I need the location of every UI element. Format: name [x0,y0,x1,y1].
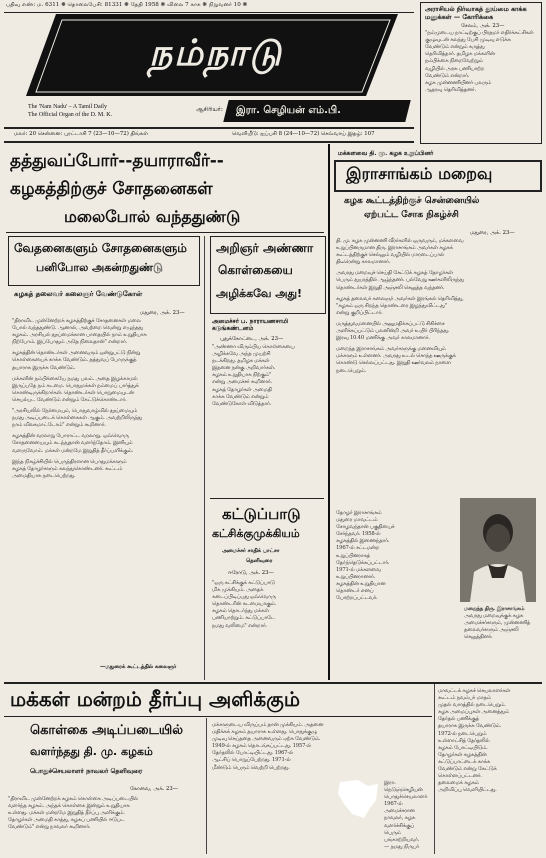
bottom-banner-rule [4,716,432,717]
text-line: கழகத்தில் இணைந்தார். [336,538,390,545]
issue-meta-left: மலர்: 20 சென்னை: புரட்டாசி 7 (23—10—72) திங்கள் [14,131,148,137]
text-line: மருத்துவமனையில் அனுமதிக்கப்பட்டு சிகிச்சை [336,320,445,327]
middle-byline2-line-1: அமைச்சர் சாதிக் பாட்சா [222,548,280,554]
editor-label: ஆசிரியர்: [196,106,223,113]
main-article-credit: —மதுரைக் கூட்டத்தில் கலைஞர் [100,664,177,670]
bottom-top-rule [4,682,542,684]
masthead-rule [4,127,414,129]
text-line: கடைப்பிடிப்பது ஒவ்வொரு [212,594,276,601]
paragraph [12,433,200,454]
bottom-divider-1 [206,718,207,854]
text-line: கழக அமைப்புகள் அனைத்தும் [438,709,509,716]
text-line: என்று அமைச்சர் கூறினார். [212,379,273,386]
damage-shape [334,778,382,820]
top-right-box [420,2,542,144]
bottom-left-body [8,796,204,831]
main-headline-line-2: கழகத்திற்குச் சோதனைகள் [10,179,213,199]
text-line: உள்ளது. மக்கள் மன்றமே இறுதித் தீர்ப்பு அளிக்கும். [8,810,125,817]
text-line: உறுப்பினரானார். [336,573,376,580]
paragraph [336,270,536,291]
text-line: மாவட்டக் கழகச் செயலாளர்கள் [438,688,511,694]
text-line: நிற்போம். இப்போதும் அதே நிலைதான்" என்றார். [12,339,128,346]
paragraph [336,321,536,342]
english-line-2: The Official Organ of the D. M. K. [28,112,113,118]
main-headline-rule [6,232,324,233]
text-line: பங்காற்றியவர். [384,836,420,843]
main-sub-line-2: பனிபோல அகன்றதுண்டு [36,261,163,274]
text-line: போற்றப்பட்டவர். [336,595,378,602]
text-line: வேண்டும் என்று கேட்டுக் [438,766,497,773]
paragraph [12,376,200,404]
text-line: இரவு 10.40 மணிக்கு அவர் காலமானார். [336,335,430,342]
right-kicker: மக்களவை தி. மு. கழக உறுப்பினர் [338,150,434,157]
text-line: அறிவிப்பு வெளியிட்டது. [438,787,497,794]
bottom-banner: மக்கள் மன்றம் தீர்ப்பு அளிக்கும் [10,687,300,711]
text-line: உறுப்பினருமான திரு. இராசாங்கம் அவர்கள் கழகக் [336,245,453,252]
text-line: நடைபெறும். [336,367,366,374]
text-line: "ஒரு கட்சிக்குக் கட்டுப்பாடு [212,580,275,586]
text-line: கொள்ளப்பட்டனர். [438,773,482,780]
text-line: அவரது மறைவுச் செய்தி கேட்டுக் கழகத் தோழர்கள் [336,270,453,277]
text-line: கட்டுப்பாட்டைக் காக்க [438,758,491,765]
paragraph [336,296,536,317]
paragraph [12,350,200,371]
text-line: சோதனையையும் கடந்துதான் வளர்ந்தோம். இனியும் [12,440,133,447]
text-line: 1967-ல் அமைச்சரான [384,801,415,815]
text-line: தோழர்கள் அமைதி காத்து, கழகப் பணியில் ஈடுபட [8,817,125,824]
main-body [12,318,200,484]
right-bio [336,510,456,602]
masthead-logo [26,12,398,98]
main-credit: கழகத் தலைவர் கலைஞர் வேண்டுகோள் [14,289,143,298]
middle-dateline2: ஈரோடு, அக். 23— [228,570,274,576]
middle-byline: அமைச்சர் ப. நாராயணசாமி கடுங்கண்டனம் [212,318,289,333]
bottom-right-body [438,688,542,794]
paragraph [12,318,200,346]
text-line: மதுரை மாவட்டம் [336,517,378,524]
text-line: இதனை நன்கு அறிவார்கள். [212,365,276,372]
text-line: தொண்டரின் கடமையாகும். [212,601,277,608]
text-line: "திராவிட முன்னேற்றக் கழகம் கொள்கை அடிப்படையில் [8,796,138,802]
text-line: "கழகம் ஒரு சிறந்த தொண்டரை இழந்துவிட்டது" [336,302,447,309]
middle-headline2-line-2: கட்சிக்குமுக்கியம் [212,527,300,540]
portrait-photo [460,498,536,602]
text-line: "அரசியலில் நேர்மையும், பொதுவாழ்வில் தூய்மையும் [12,408,138,415]
text-line: தலைமைக் கழகம் [438,780,479,787]
text-line: மிக முக்கியம். அதைக் [212,587,264,594]
text-line: மறைந்த திரு. இராசாங்கம் [464,606,525,612]
text-line: மக்களும் உள்ளனர். அவரது உடல் சொந்த ஊருக்குக் [336,353,456,360]
bottom-sub-line-1: கொள்கை அடிப்படையில் [30,723,184,738]
text-line: கொள்கையைக் காக்க வேண்டும். தத்துவப் போருக்குத் [12,357,137,364]
text-line: தயாராக இருக்க வேண்டும். [12,364,76,371]
text-line: முதல் வாரத்தில் நடைபெறும். [438,702,506,709]
middle-body2 [212,580,324,630]
right-sub-line-2: ஏற்பட்ட சோக நிகழ்ச்சி [364,210,459,220]
right-bottom-text [464,606,538,641]
text-line: கழகத் தலைவர் கலைஞர் அவர்கள் இரங்கல் தெரிவித்து, [336,295,464,302]
bottom-mid-body [212,722,426,772]
text-line: கழகம். அரசியல் தூய்மைக்கான பாதையில் நாம் உறுதியாக [12,332,147,339]
issue-meta-right: வெளியீடு: ஐப்பசி 8 (24—10—72) செவ்வாய் இதழ்: 107 [232,131,375,137]
text-line: "நம்முடைய நாட்டிற்குப் பிரதமர் எதிர்க்கட்சிகள் [425,30,534,37]
main-headline-line-3: மலைபோல் வந்ததுண்டு [64,207,241,226]
top-right-lines [421,30,541,94]
text-line: ஆதரவு தெரிவித்தனர். [425,86,476,93]
paper-damage-patch [334,778,382,820]
portrait-graphic [460,498,536,602]
top-right-dateline: சேலம், அக். 23— [461,23,505,29]
text-line: கழகம் உறுதியாக நிற்கும்" [212,372,272,379]
text-line: பெரும் துயரத்தில் ஆழ்ந்தனர். பல்வேறு ஊர்களிலிருந்து [336,277,464,284]
text-line: நாவலர், கழக [384,815,416,822]
text-line: வளருவோம். மக்கள் மன்றமே இறுதித் தீர்ப்பளிக்கும். [12,447,134,454]
text-line: கழகத் தோழர்கள் அமைதி [212,386,272,393]
text-line: கழகத்தின் தொண்டர்கள் அனைவரும் ஒன்றுபட்டு நின்று [12,350,141,357]
bottom-sub-line-2: வளர்ந்தது தி. மு. கழகம் [30,745,153,758]
text-line: கூட்டத்திற்குச் செல்லும் வழியில் மாரடைப்பால் [336,252,445,259]
text-line: தி. மு. கழக முன்னணி வீரர்களில் ஒருவரும், மக்களவை [336,238,464,244]
text-line: தேர்ந்தெடுக்கப்பட்டார். [336,559,390,566]
paragraph [12,459,200,480]
text-line: நாம் விலகமாட்டோம்" என்றும் கூறினார். [12,422,106,429]
main-sub-line-1: வேதனைகளும் சோதனைகளும் [14,241,187,255]
text-line: அழிக்கவே அந்த முயற்சி [212,351,271,358]
text-line: தோழர் இராசாங்கம் [336,510,382,516]
text-line: மீண்டும் பெரும் வெற்றி பெற்றது. [212,764,290,771]
main-headline-line-1: தத்துவப்போர்--தயாராவீர்-- [10,151,224,171]
text-line: நம்பிக்கை நிறைவேற்றும் [425,58,483,65]
middle-rule [210,498,324,499]
text-line: சேர்ந்தவர். 1958-ல் [336,531,381,538]
text-line: 1972-ல் நடைபெறும் [438,730,487,737]
middle-headline2-line-1: கட்டுப்பாடு [222,505,301,523]
text-line: அளிக்கப்பட்டும் பலனின்றி அவர் உயிர் பிரிந்தது. [336,328,450,335]
text-line: வளர்ச்சிக்குப் பெரும் [384,822,415,836]
top-right-headline: அராசியல் நிர்வாகத் தூய்மை காக்க மனுக்கள் — கோரிக்கை [425,5,527,21]
text-line: கழகம் போட்டியிடும். [438,744,488,751]
middle-headline-line-2: கொள்கையை [218,263,293,277]
middle-headline-line-1: அறிஞர் அண்ணா [216,241,314,255]
text-line: 1949-ல் கழகம் தொடங்கப்பட்டது. 1957-ல் [212,743,312,750]
text-line: வேண்டும் என்றார். [425,72,470,79]
text-line: மறைந்த இராசாங்கம் அவர்களுக்கு மனைவியும் [336,346,446,353]
top-strip: பதிவு எண்: ம. 6311 ❋ தொலைபேசி: 81331 ❋ தேதி 1958 ❋ விலை 7 காசு ❋ நிறுவனர் 10 ❋ [6,2,248,8]
text-line: இரா. நெடுஞ்செழியன் [384,780,423,794]
text-line: "அண்ணா விரும்பிய கொள்கையை [212,344,295,350]
text-line: சோழவந்தான் பகுதியைச் [336,524,395,531]
text-line: அவரது மறைவுக்குக் கழக [464,613,524,620]
text-line: பொதுச்செயலாளர் [384,794,428,801]
middle-body [212,344,324,408]
text-line: நமது வலிமை" என்றார். [212,622,268,629]
text-line: அமைச்சர்களும், முன்னணித் [464,620,531,627]
text-line: கழகத்தின் உறுதியான [336,580,386,587]
text-line: கொண்டு செல்லப்பட்டது. இறுதி ஊர்வலம் நாளை [336,360,451,367]
text-line: இருப்பதே நம் கடமை. பொதுமக்கள் நம்மைப் பார்த்துக் [12,382,139,389]
text-line: தலைவர்களும் அஞ்சலி [464,627,519,634]
right-headline: இராசாங்கம் மறைவு [346,164,493,183]
text-line: உள்ளாட்சித் தேர்தலில் [438,737,490,744]
text-line: போல் வந்ததுண்டு. ஆனால், அவற்றை வென்று எழுந்தது [12,325,143,332]
text-line: நடக்கிறது. தமிழக மக்கள் [212,358,270,365]
bottom-mid2-body [384,780,432,851]
text-line: வேண்டும்" என்று நாவலர் கூறினார். [8,824,91,831]
text-line: கழக முன்னணியினர் பலரும் [425,79,492,86]
text-line: கழகத்தின் வரலாறு போராட்ட வரலாறு. ஒவ்வொரு [12,433,129,440]
text-line: தொண்டர்கள் இறுதி அஞ்சலி செலுத்த வந்தனர். [336,284,445,291]
paragraph [336,346,536,374]
editor-name: இரா. செழியன் எம்.பி. [236,105,341,116]
bottom-divider-2 [434,684,435,854]
text-line: 1967-ல் சட்டமன்ற [336,545,380,552]
text-line: மக்களுடைய விருப்பம் தான் முக்கியம். அதனை [212,722,324,728]
right-dateline: மதுரை, அக். 23— [470,230,515,236]
main-dateline: மதுரை, அக். 23— [140,310,185,316]
middle-headline-line-3: அழிக்கவே அது! [216,287,303,300]
text-line: செயல்பட வேண்டும் என்றும் கேட்டுக்கொண்டார். [12,396,127,403]
text-line: முடிவு செய்ததை அனைவரும் ஏற்க வேண்டும். [212,736,321,743]
text-line: "திராவிட முன்னேற்றக் கழகத்திற்குச் சோதனைகள் மலை [12,318,141,324]
text-line: கொண்டிருக்கிறார்கள். தொண்டர்கள் பொறுமையுடன் [12,389,134,396]
text-line: மதிக்கக் கழகம் தயாராக உள்ளது. பொதுக்குழு [212,729,317,736]
text-line: தயாராக இருக்க வேண்டும். [438,723,502,730]
text-line: தொண்டர் எனப் [336,588,374,595]
logo-text: நம்நாடு [148,33,284,74]
text-line: வேண்டும் என்றும் கருத்து [425,44,485,51]
bottom-dateline: கோவை, அக். 23— [130,786,179,792]
middle-dateline: புதுக்கோட்டை, அக். 23— [220,336,284,342]
text-line: திடீரென்று காலமானார். [336,259,391,266]
column-divider-1 [204,236,205,680]
right-body [336,238,536,379]
text-line: குழுவுடன் கலந்து பேசி முடிவு எடுக்க [425,37,511,44]
text-line: 1971-ல் மக்களவை [336,566,381,573]
text-line: தெரிவித்தார். தமிழக மக்களின் [425,51,495,58]
paragraph [12,408,200,429]
column-divider-2 [328,144,330,680]
text-line: காக்க வேண்டும் என்றும் [212,393,269,400]
middle-byline2-line-2: தெளிவுரை [246,558,273,564]
bottom-byline: பொதுச்செயலாளர் நாவலர் தெளிவுரை [30,767,143,775]
masthead-rule-2 [4,141,414,143]
right-sub-line-1: கழக கூட்டத்திற்குச் சென்னையில் [344,196,480,206]
paragraph [336,238,536,266]
text-line: வேண்டுகோள் விடுத்தார். [212,400,272,407]
text-line: மக்களின் நம்பிக்கையே நமது பலம். அதை இழக்காமல் [12,375,138,382]
text-line: ஆட்சிப் பொறுப்பேற்றது. 1971-ல் [212,757,291,764]
text-line: செலுத்தினர். [464,634,493,641]
text-line: தோழர்கள் கழகத்தின் [438,751,487,758]
text-line: கழகம் தொடர்ந்து மக்கள் [212,608,269,615]
text-line: உறுப்பினராகத் [336,552,370,559]
text-line: — நமது நிருபர் [384,843,419,850]
text-line: பணியாற்றும். கட்டுப்பாடே [212,615,275,622]
text-line: தேர்தல் பணிக்குத் [438,716,479,723]
text-line: வளர்ந்த கழகம். அந்தக் கொள்கை இன்றும் உறுதியாக [8,803,130,810]
text-line: கூட்டம் நவம்பர் மாதம் [438,695,491,702]
text-line: என்று குறிப்பிட்டார். [336,309,383,316]
text-line: வழியில் அரசு பணியாற்ற [425,65,485,72]
text-line: நமது அடிப்படைக் கொள்கைகள் ஆகும். அவற்றிலிருந்து [12,415,142,422]
english-line-1: The 'Nam Nadu' – A Tamil Daily [28,104,107,110]
text-line: கழகத் தோழர்களும் கலந்துகொண்டனர். கூட்டம் [12,465,123,472]
text-line: அமைதியாக நடைபெற்றது. [12,472,76,479]
text-line: தேர்தலில் போட்டியிட்டது. 1967-ல் [212,750,294,757]
text-line: இந்த நிகழ்ச்சியில் பெருந்திரளான பொதுமக்களும் [12,458,127,465]
